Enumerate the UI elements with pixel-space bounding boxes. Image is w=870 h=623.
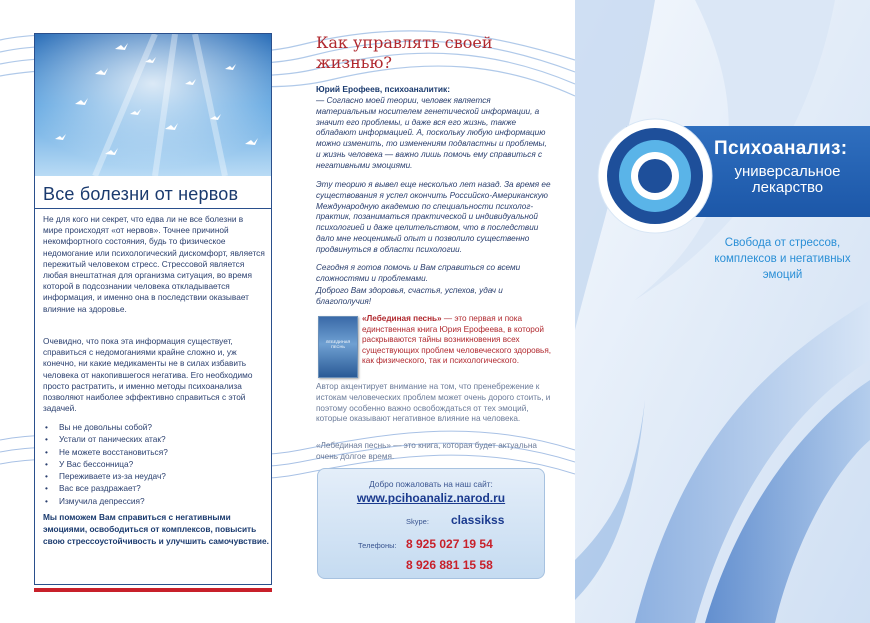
list-item: • Вас все раздражает? [43, 482, 168, 494]
book-text: — это первая и пока единственная книга Юрия Ерофеева, в которой раскрываются тайны возникновения всех существующих проблем человеческого здоровья, как физического, так и психологического. [362, 314, 552, 366]
list-item: • Не можете восстановиться? [43, 446, 168, 458]
questions-list [43, 421, 168, 507]
list-item: • Вы не довольны собой? [43, 421, 168, 433]
website-link[interactable]: www.pcihoanaliz.narod.ru [356, 491, 506, 505]
phones-label: Телефоны: [358, 541, 397, 550]
right-cover-panel [575, 0, 870, 623]
list-item: • У Вас бессонница? [43, 458, 168, 470]
red-accent-bar [34, 588, 272, 592]
book-description [362, 314, 552, 367]
middle-paragraph-6: «Лебединая песнь» — это книга, которая будет актуальна очень долгое время. [316, 441, 537, 461]
author-line: Юрий Ерофеев, психоаналитик: [316, 84, 451, 94]
phone-1: 8 925 027 19 54 [406, 537, 493, 551]
divider [35, 208, 271, 209]
book-cover-title: ЛЕБЕДИНАЯ ПЕСНЬ [325, 339, 351, 349]
book-title: «Лебединая песнь» [362, 314, 442, 323]
welcome-text: Добро пожаловать на наш сайт: [369, 479, 493, 489]
cover-title: Психоанализ: [714, 138, 848, 159]
middle-heading: Как управлять своей жизнью? [316, 33, 493, 72]
list-item: • Переживаете из-за неудач? [43, 470, 168, 482]
skype-handle: classikss [451, 513, 505, 527]
sky-with-birds-image [35, 34, 271, 176]
middle-paragraph-1: — Согласно моей теории, человек является материальным носителем генетической информации, а значит его проблемы, и даже вся его жизнь, также обладают информацией. А, поскольку любую информацию можно изменить, то изменениям подвластны и проблемы, и жизнь человека — важно лишь помочь ему справиться с негативными эмоциями. [316, 96, 547, 170]
middle-paragraph-3: Сегодня я готов помочь и Вам справиться со всеми сложностями и проблемами. [316, 263, 521, 283]
left-paragraph-2: Очевидно, что пока эта информация существует, справиться с недомоганиями крайне сложно и, уж конечно, ни какие медикаменты не в силах избавить человека от накопившегося негатива. Его необходимо просто растратить, и именно методы психоанализа позволяют наиболее эффективно справиться с этой задачей. [43, 336, 253, 414]
left-call-to-action: Мы поможем Вам справиться с негативными эмоциями, освободиться от комплексов, повысить свою стрессоустойчивость и улучшить самочувствие. [43, 512, 269, 546]
middle-paragraph-2: Эту теорию я вывел еще несколько лет назад. За время ее существования я успел окончить Российско-Американскую Международную академию по специальности психолог-практик, позаниматься практической и индивидуальной психологией и даже целительством, что в последствии дало мне неоценимый опыт и позволило существенно продвинуться в области психологии. [316, 180, 551, 254]
abstract-blue-waves [575, 0, 870, 623]
cover-subtitle: универсальное лекарство [734, 163, 841, 196]
list-item: • Устали от панических атак? [43, 433, 168, 445]
book-cover-image [318, 316, 358, 378]
contact-box [317, 468, 545, 579]
phone-2: 8 926 881 15 58 [406, 558, 493, 572]
left-panel [34, 33, 272, 585]
target-circles-logo [597, 118, 713, 234]
skype-label: Skype: [406, 517, 429, 526]
list-item: • Измучила депрессия? [43, 495, 168, 507]
cover-tagline: Свобода от стрессов, комплексов и негативных эмоций [714, 237, 851, 281]
left-heading: Все болезни от нервов [43, 184, 239, 204]
left-paragraph-1: Не для кого ни секрет, что едва ли не все болезни в мире происходят «от нервов». Точнее причиной некомфортного состояния, будь то физическое недомогание или психологический дискомфорт, является пережитый человеком стресс. Стрессовой является любая внештатная для организма ситуация, во время которой в подсознании человека откладывается информация, и именно она в последствии оказывает влияние на здоровье. [43, 214, 265, 314]
middle-paragraph-5: Автор акцентирует внимание на том, что пренебрежение к истокам человеческих проблем может очень дорого стоить, и поэтому особенно важно освобождаться от тех эмоций, которые оказывают негативное влияние на человека. [316, 382, 551, 424]
middle-paragraph-4: Доброго Вам здоровья, счастья, успехов, удач и благополучия! [316, 286, 503, 306]
